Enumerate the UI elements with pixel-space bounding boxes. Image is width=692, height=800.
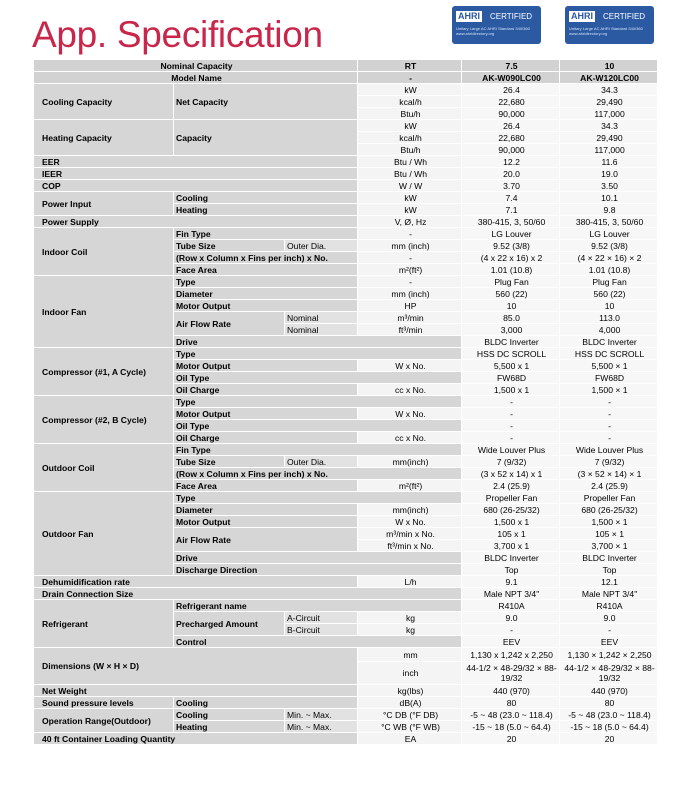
table-cell: EEV bbox=[560, 636, 658, 648]
ahri-certified-badge bbox=[565, 6, 654, 44]
table-cell: 34.3 bbox=[560, 120, 658, 132]
unit-cell: HP bbox=[358, 300, 462, 312]
table-cell: 26.4 bbox=[462, 84, 560, 96]
table-cell: Male NPT 3/4" bbox=[462, 588, 560, 600]
sub-label: Tube Size bbox=[174, 240, 285, 252]
unit-cell: °C WB (°F WB) bbox=[358, 721, 462, 733]
unit-cell: kg bbox=[358, 624, 462, 636]
group-label: Refrigerant bbox=[34, 600, 174, 648]
unit-cell: - bbox=[358, 276, 462, 288]
table-row bbox=[34, 697, 658, 709]
table-cell: 7.5 bbox=[462, 60, 560, 72]
table-cell: 20 bbox=[560, 733, 658, 745]
ahri-logo-icon: AHRI bbox=[458, 11, 480, 21]
unit-cell: W x No. bbox=[358, 516, 462, 528]
sub-label: Min. ~ Max. bbox=[285, 709, 358, 721]
table-row bbox=[34, 733, 658, 745]
table-cell: 440 (970) bbox=[462, 685, 560, 697]
table-cell: -5 ~ 48 (23.0 ~ 118.4) bbox=[462, 709, 560, 721]
table-cell: 10 bbox=[560, 300, 658, 312]
table-cell: 12.1 bbox=[560, 576, 658, 588]
table-cell: 12.2 bbox=[462, 156, 560, 168]
table-cell: 10 bbox=[560, 60, 658, 72]
table-cell: 3,700 × 1 bbox=[560, 540, 658, 552]
group-label: 40 ft Container Loading Quantity bbox=[34, 733, 358, 745]
table-row bbox=[34, 648, 658, 662]
sub-label: B-Circuit bbox=[285, 624, 358, 636]
table-cell: - bbox=[462, 408, 560, 420]
table-cell: HSS DC SCROLL bbox=[462, 348, 560, 360]
spec-table bbox=[33, 59, 658, 745]
table-cell: 3,000 bbox=[462, 324, 560, 336]
table-cell: -15 ~ 18 (5.0 ~ 64.4) bbox=[462, 721, 560, 733]
unit-cell: ft³/min bbox=[358, 324, 462, 336]
table-cell: 1,130 × 1,242 × 2,250 bbox=[560, 648, 658, 662]
unit-cell: inch bbox=[358, 662, 462, 685]
table-cell: 22,680 bbox=[462, 132, 560, 144]
table-cell: 560 (22) bbox=[560, 288, 658, 300]
sub-label: Refrigerant name bbox=[174, 600, 462, 612]
group-label: Sound pressure levels bbox=[34, 697, 174, 709]
group-label: Drain Connection Size bbox=[34, 588, 462, 600]
table-cell: 9.8 bbox=[560, 204, 658, 216]
sub-label: Cooling bbox=[174, 709, 285, 721]
sub-label: Control bbox=[174, 636, 462, 648]
table-cell: HSS DC SCROLL bbox=[560, 348, 658, 360]
sub-label: Type bbox=[174, 348, 462, 360]
table-cell: 44-1/2 × 48-29/32 × 88-19/32 bbox=[560, 662, 658, 685]
table-cell: Plug Fan bbox=[560, 276, 658, 288]
unit-cell: kg(lbs) bbox=[358, 685, 462, 697]
sub-label: (Row x Column x Fins per inch) x No. bbox=[174, 252, 358, 264]
table-row bbox=[34, 576, 658, 588]
unit-cell: EA bbox=[358, 733, 462, 745]
sub-label: Motor Output bbox=[174, 360, 358, 372]
badge-certified-label: CERTIFIED bbox=[490, 12, 533, 21]
unit-cell: kW bbox=[358, 204, 462, 216]
group-label: Outdoor Coil bbox=[34, 444, 174, 492]
table-cell: 380-415, 3, 50/60 bbox=[462, 216, 560, 228]
table-cell: 80 bbox=[560, 697, 658, 709]
table-cell: 26.4 bbox=[462, 120, 560, 132]
group-label: IEER bbox=[34, 168, 358, 180]
sub-label: Oil Charge bbox=[174, 432, 358, 444]
table-cell: 9.52 (3/8) bbox=[560, 240, 658, 252]
sub-label: Drive bbox=[174, 336, 462, 348]
unit-cell: m²(ft²) bbox=[358, 264, 462, 276]
table-cell: - bbox=[560, 420, 658, 432]
sub-label: Min. ~ Max. bbox=[285, 721, 358, 733]
unit-cell: dB(A) bbox=[358, 697, 462, 709]
table-cell: 20 bbox=[462, 733, 560, 745]
table-cell: BLDC Inverter bbox=[560, 336, 658, 348]
table-row bbox=[34, 709, 658, 721]
sub-label: Oil Type bbox=[174, 372, 462, 384]
table-cell: 9.1 bbox=[462, 576, 560, 588]
table-cell: 22,680 bbox=[462, 96, 560, 108]
table-cell: - bbox=[462, 624, 560, 636]
table-cell: LG Louver bbox=[462, 228, 560, 240]
table-row bbox=[34, 180, 658, 192]
table-cell: - bbox=[462, 396, 560, 408]
table-cell: 1,500 × 1 bbox=[560, 516, 658, 528]
unit-cell: mm (inch) bbox=[358, 240, 462, 252]
table-cell: RT bbox=[358, 60, 462, 72]
group-label: Indoor Fan bbox=[34, 276, 174, 348]
table-cell: (4 × 22 × 16) × 2 bbox=[560, 252, 658, 264]
sub-label: Capacity bbox=[174, 120, 358, 156]
table-cell: BLDC Inverter bbox=[560, 552, 658, 564]
ahri-logo-icon: AHRI bbox=[571, 11, 593, 21]
unit-cell: mm (inch) bbox=[358, 288, 462, 300]
table-cell: - bbox=[560, 408, 658, 420]
table-cell: 85.0 bbox=[462, 312, 560, 324]
table-cell: 380-415, 3, 50/60 bbox=[560, 216, 658, 228]
sub-label: (Row x Column x Fins per inch) x No. bbox=[174, 468, 462, 480]
table-row bbox=[34, 492, 658, 504]
table-row bbox=[34, 192, 658, 204]
group-label: Cooling Capacity bbox=[34, 84, 174, 120]
table-cell: 3.70 bbox=[462, 180, 560, 192]
sub-label: Outer Dia. bbox=[285, 240, 358, 252]
unit-cell: kcal/h bbox=[358, 132, 462, 144]
sub-label: Face Area bbox=[174, 480, 358, 492]
sub-label: Diameter bbox=[174, 504, 358, 516]
table-row bbox=[34, 276, 658, 288]
table-cell: 7.1 bbox=[462, 204, 560, 216]
table-cell: FW68D bbox=[560, 372, 658, 384]
table-cell: -5 ~ 48 (23.0 ~ 118.4) bbox=[560, 709, 658, 721]
unit-cell: mm bbox=[358, 648, 462, 662]
badge-certified-label: CERTIFIED bbox=[603, 12, 646, 21]
sub-label: Nominal bbox=[285, 324, 358, 336]
table-cell: 29,490 bbox=[560, 132, 658, 144]
sub-label: Heating bbox=[174, 721, 285, 733]
table-cell: 90,000 bbox=[462, 108, 560, 120]
table-cell: 9.0 bbox=[560, 612, 658, 624]
table-row bbox=[34, 72, 658, 84]
group-label: Net Weight bbox=[34, 685, 358, 697]
table-row bbox=[34, 60, 658, 72]
unit-cell: m³/min bbox=[358, 312, 462, 324]
table-cell: 1.01 (10.8) bbox=[560, 264, 658, 276]
table-row bbox=[34, 348, 658, 360]
table-row bbox=[34, 216, 658, 228]
table-cell: Top bbox=[560, 564, 658, 576]
table-cell: 2.4 (25.9) bbox=[560, 480, 658, 492]
page-title: App. Specification bbox=[32, 14, 323, 55]
table-row bbox=[34, 444, 658, 456]
nominal-capacity-label: Nominal Capacity bbox=[34, 60, 358, 72]
sub-label: Air Flow Rate bbox=[174, 528, 358, 552]
sub-label: Type bbox=[174, 396, 462, 408]
table-cell: - bbox=[560, 432, 658, 444]
table-cell: 1,130 x 1,242 x 2,250 bbox=[462, 648, 560, 662]
table-row bbox=[34, 84, 658, 96]
unit-cell: kcal/h bbox=[358, 96, 462, 108]
sub-label: Nominal bbox=[285, 312, 358, 324]
table-cell: 90,000 bbox=[462, 144, 560, 156]
unit-cell: Btu / Wh bbox=[358, 156, 462, 168]
sub-label: Oil Charge bbox=[174, 384, 358, 396]
table-cell: 19.0 bbox=[560, 168, 658, 180]
table-cell: (3 × 52 × 14) × 1 bbox=[560, 468, 658, 480]
table-cell: 80 bbox=[462, 697, 560, 709]
sub-label: Cooling bbox=[174, 192, 358, 204]
table-cell: BLDC Inverter bbox=[462, 336, 560, 348]
table-cell: R410A bbox=[462, 600, 560, 612]
table-cell: Wide Louver Plus bbox=[560, 444, 658, 456]
unit-cell: kW bbox=[358, 120, 462, 132]
group-label: Indoor Coil bbox=[34, 228, 174, 276]
table-cell: Propeller Fan bbox=[560, 492, 658, 504]
table-cell: R410A bbox=[560, 600, 658, 612]
sub-label: Cooling bbox=[174, 697, 358, 709]
table-cell: 5,500 × 1 bbox=[560, 360, 658, 372]
unit-cell: - bbox=[358, 228, 462, 240]
table-row bbox=[34, 685, 658, 697]
unit-cell: kW bbox=[358, 84, 462, 96]
table-cell: 9.0 bbox=[462, 612, 560, 624]
group-label: EER bbox=[34, 156, 358, 168]
table-cell: 34.3 bbox=[560, 84, 658, 96]
unit-cell: L/h bbox=[358, 576, 462, 588]
table-row bbox=[34, 228, 658, 240]
sub-label: Discharge Direction bbox=[174, 564, 462, 576]
group-label: Outdoor Fan bbox=[34, 492, 174, 576]
table-cell: 1,500 x 1 bbox=[462, 384, 560, 396]
sub-label: Net Capacity bbox=[174, 84, 358, 120]
sub-label: Face Area bbox=[174, 264, 358, 276]
group-label: Power Supply bbox=[34, 216, 358, 228]
table-cell: 7.4 bbox=[462, 192, 560, 204]
sub-label: Fin Type bbox=[174, 228, 358, 240]
badge-fine-print: Unitary Large AC AHRI Standard 340/360 www.ahridirectory.org bbox=[569, 26, 643, 36]
table-cell: 20.0 bbox=[462, 168, 560, 180]
unit-cell: W x No. bbox=[358, 408, 462, 420]
table-cell: 29,490 bbox=[560, 96, 658, 108]
table-cell: 680 (26-25/32) bbox=[462, 504, 560, 516]
group-label: Power Input bbox=[34, 192, 174, 216]
table-cell: Male NPT 3/4" bbox=[560, 588, 658, 600]
table-cell: 105 x 1 bbox=[462, 528, 560, 540]
table-cell: 117,000 bbox=[560, 144, 658, 156]
table-row bbox=[34, 156, 658, 168]
table-cell: - bbox=[560, 624, 658, 636]
sub-label: Motor Output bbox=[174, 300, 358, 312]
table-cell: 117,000 bbox=[560, 108, 658, 120]
table-cell: 440 (970) bbox=[560, 685, 658, 697]
unit-cell: - bbox=[358, 252, 462, 264]
sub-label: Oil Type bbox=[174, 420, 462, 432]
model-name-label: Model Name bbox=[34, 72, 358, 84]
table-cell: - bbox=[560, 396, 658, 408]
unit-cell: cc x No. bbox=[358, 384, 462, 396]
sub-label: Tube Size bbox=[174, 456, 285, 468]
table-cell: - bbox=[462, 432, 560, 444]
table-cell: Top bbox=[462, 564, 560, 576]
unit-cell: kg bbox=[358, 612, 462, 624]
unit-cell: °C DB (°F DB) bbox=[358, 709, 462, 721]
table-row bbox=[34, 588, 658, 600]
table-cell: Propeller Fan bbox=[462, 492, 560, 504]
unit-cell: m³/min x No. bbox=[358, 528, 462, 540]
table-cell: 560 (22) bbox=[462, 288, 560, 300]
unit-cell: kW bbox=[358, 192, 462, 204]
table-cell: - bbox=[358, 72, 462, 84]
sub-label: Air Flow Rate bbox=[174, 312, 285, 336]
table-cell: 5,500 x 1 bbox=[462, 360, 560, 372]
sub-label: Diameter bbox=[174, 288, 358, 300]
group-label: Operation Range(Outdoor) bbox=[34, 709, 174, 733]
group-label: Compressor (#1, A Cycle) bbox=[34, 348, 174, 396]
unit-cell: mm(inch) bbox=[358, 504, 462, 516]
unit-cell: W x No. bbox=[358, 360, 462, 372]
sub-label: Type bbox=[174, 276, 358, 288]
table-row bbox=[34, 600, 658, 612]
sub-label: A-Circuit bbox=[285, 612, 358, 624]
unit-cell: cc x No. bbox=[358, 432, 462, 444]
table-cell: 7 (9/32) bbox=[560, 456, 658, 468]
unit-cell: Btu/h bbox=[358, 144, 462, 156]
table-cell: 10 bbox=[462, 300, 560, 312]
table-cell: 1,500 × 1 bbox=[560, 384, 658, 396]
sub-label: Precharged Amount bbox=[174, 612, 285, 636]
table-cell: 105 × 1 bbox=[560, 528, 658, 540]
table-cell: EEV bbox=[462, 636, 560, 648]
table-row bbox=[34, 168, 658, 180]
table-cell: 11.6 bbox=[560, 156, 658, 168]
sub-label: Fin Type bbox=[174, 444, 462, 456]
table-cell: 3,700 x 1 bbox=[462, 540, 560, 552]
table-cell: FW68D bbox=[462, 372, 560, 384]
unit-cell: Btu / Wh bbox=[358, 168, 462, 180]
table-cell: AK-W090LC00 bbox=[462, 72, 560, 84]
group-label: Compressor (#2, B Cycle) bbox=[34, 396, 174, 444]
sub-label: Motor Output bbox=[174, 516, 358, 528]
sub-label: Heating bbox=[174, 204, 358, 216]
badge-fine-print: Unitary Large AC AHRI Standard 340/360 www.ahridirectory.org bbox=[456, 26, 530, 36]
ahri-certified-badge bbox=[452, 6, 541, 44]
table-cell: (4 x 22 x 16) x 2 bbox=[462, 252, 560, 264]
group-label: Dehumidification rate bbox=[34, 576, 358, 588]
table-row bbox=[34, 120, 658, 132]
table-cell: 10.1 bbox=[560, 192, 658, 204]
sub-label: Type bbox=[174, 492, 462, 504]
table-cell: LG Louver bbox=[560, 228, 658, 240]
unit-cell: W / W bbox=[358, 180, 462, 192]
group-label: COP bbox=[34, 180, 358, 192]
group-label: Dimensions (W × H × D) bbox=[34, 648, 358, 685]
sub-label: Drive bbox=[174, 552, 462, 564]
table-cell: BLDC Inverter bbox=[462, 552, 560, 564]
table-cell: 1,500 x 1 bbox=[462, 516, 560, 528]
table-cell: 44-1/2 × 48-29/32 × 88-19/32 bbox=[462, 662, 560, 685]
table-cell: Wide Louver Plus bbox=[462, 444, 560, 456]
unit-cell: V, Ø, Hz bbox=[358, 216, 462, 228]
sub-label: Motor Output bbox=[174, 408, 358, 420]
table-cell: 1.01 (10.8) bbox=[462, 264, 560, 276]
table-cell: (3 x 52 x 14) x 1 bbox=[462, 468, 560, 480]
table-cell: - bbox=[462, 420, 560, 432]
table-cell: 7 (9/32) bbox=[462, 456, 560, 468]
unit-cell: ft³/min x No. bbox=[358, 540, 462, 552]
table-cell: 9.52 (3/8) bbox=[462, 240, 560, 252]
table-cell: -15 ~ 18 (5.0 ~ 64.4) bbox=[560, 721, 658, 733]
group-label: Heating Capacity bbox=[34, 120, 174, 156]
table-cell: AK-W120LC00 bbox=[560, 72, 658, 84]
table-cell: Plug Fan bbox=[462, 276, 560, 288]
table-cell: 113.0 bbox=[560, 312, 658, 324]
table-cell: 3.50 bbox=[560, 180, 658, 192]
table-cell: 4,000 bbox=[560, 324, 658, 336]
table-cell: 2.4 (25.9) bbox=[462, 480, 560, 492]
sub-label: Outer Dia. bbox=[285, 456, 358, 468]
unit-cell: m²(ft²) bbox=[358, 480, 462, 492]
table-cell: 680 (26-25/32) bbox=[560, 504, 658, 516]
table-row bbox=[34, 396, 658, 408]
unit-cell: mm(inch) bbox=[358, 456, 462, 468]
unit-cell: Btu/h bbox=[358, 108, 462, 120]
